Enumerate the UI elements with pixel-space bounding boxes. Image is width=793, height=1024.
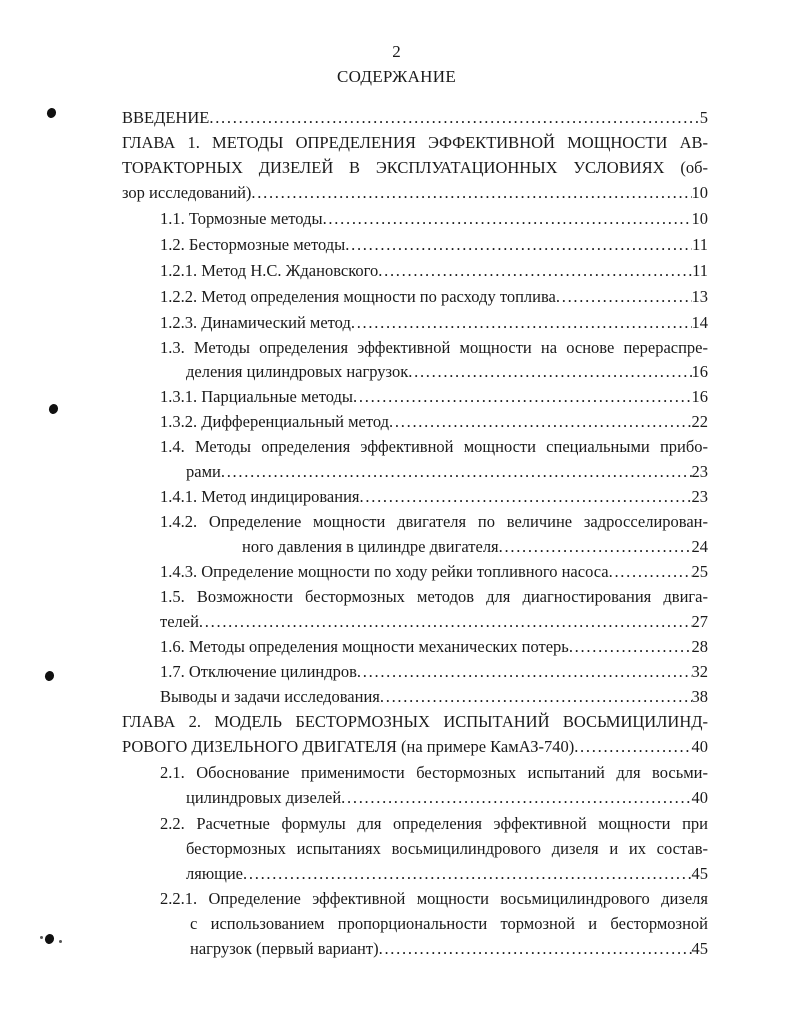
toc-entry-page: 38 — [691, 687, 708, 706]
toc-entry-text: 1.7. Отключение цилиндров — [160, 662, 357, 681]
toc-entry-page: 45 — [691, 864, 708, 883]
toc-entry — [186, 787, 708, 809]
toc-entry — [122, 736, 708, 758]
toc-entry-page: 10 — [691, 209, 708, 228]
toc-entry — [160, 762, 708, 784]
toc-entry — [160, 234, 708, 256]
toc-entry-page: 5 — [699, 108, 708, 127]
dot-leader — [199, 611, 692, 633]
toc-entry-page: 14 — [691, 313, 708, 332]
toc-entry-text: цилиндровых дизелей — [186, 788, 342, 807]
dot-leader — [251, 182, 691, 204]
toc-entry-text: Выводы и задачи исследования — [160, 687, 380, 706]
dot-leader — [556, 286, 692, 308]
toc-entry — [160, 813, 708, 835]
dot-leader — [574, 736, 691, 758]
toc-entry — [190, 913, 708, 935]
toc-entry-page: 10 — [691, 183, 708, 202]
toc-entry — [160, 561, 708, 583]
toc-entry-page: 45 — [691, 939, 708, 958]
punch-hole-mark — [48, 403, 60, 415]
toc-entry-text: 1.6. Методы определения мощности механических потерь — [160, 637, 569, 656]
toc-entry-text: с использованием пропорциональности тормозной и бестормозной — [190, 914, 708, 933]
toc-entry-text: 1.2.2. Метод определения мощности по расходу топлива — [160, 287, 556, 306]
toc-entry — [122, 107, 708, 129]
toc-entry-page: 28 — [691, 637, 708, 656]
toc-entry-page: 25 — [691, 562, 708, 581]
toc-entry — [122, 132, 708, 154]
dot-leader — [360, 486, 692, 508]
toc-entry — [160, 286, 708, 308]
toc-entry-text: деления цилиндровых нагрузок — [186, 362, 409, 381]
page-number: 2 — [392, 42, 401, 61]
toc-entry — [122, 711, 708, 733]
toc-entry-text: 1.5. Возможности бестормозных методов для диагностирования двига- — [160, 587, 708, 606]
toc-entry-text: рами — [186, 462, 221, 481]
dot-leader — [243, 863, 691, 885]
dot-leader — [378, 260, 692, 282]
toc-entry — [160, 411, 708, 433]
scan-speck — [59, 940, 62, 943]
dot-leader — [351, 312, 692, 334]
toc-entry-page: 11 — [692, 235, 708, 254]
dot-leader — [221, 461, 692, 483]
toc-entry-text: ГЛАВА 2. МОДЕЛЬ БЕСТОРМОЗНЫХ ИСПЫТАНИЙ ВОСЬМИЦИЛИНД- — [122, 712, 708, 731]
toc-entry-page: 22 — [691, 412, 708, 431]
toc-entry-page: 32 — [691, 662, 708, 681]
toc-entry-text: 1.4.2. Определение мощности двигателя по величине задросселирован- — [160, 512, 708, 531]
toc-entry — [160, 436, 708, 458]
toc-entry-page: 16 — [691, 362, 708, 381]
toc-entry-page: 23 — [691, 462, 708, 481]
toc-entry-text: 1.3.1. Парциальные методы — [160, 387, 354, 406]
toc-entry — [160, 661, 708, 683]
toc-entry — [160, 888, 708, 910]
dot-leader — [569, 636, 692, 658]
toc-entry-text: бестормозных испытаниях восьмицилиндрового дизеля и их состав- — [186, 839, 708, 858]
punch-hole-mark — [44, 670, 56, 682]
toc-entry-page: 40 — [691, 788, 708, 807]
toc-entry — [122, 182, 708, 204]
toc-entry — [160, 312, 708, 334]
dot-leader — [209, 107, 699, 129]
dot-leader — [380, 686, 692, 708]
toc-entry — [186, 863, 708, 885]
toc-entry — [186, 361, 708, 383]
toc-entry — [190, 938, 708, 960]
punch-hole-mark — [46, 107, 58, 119]
toc-entry-text: 1.2. Бестормозные методы — [160, 235, 346, 254]
toc-entry-text: зор исследований) — [122, 183, 252, 202]
toc-entry — [160, 337, 708, 359]
toc-entry-text: телей — [160, 612, 199, 631]
toc-entry-text: ГЛАВА 1. МЕТОДЫ ОПРЕДЕЛЕНИЯ ЭФФЕКТИВНОЙ МОЩНОСТИ АВ- — [122, 133, 708, 152]
toc-entry — [160, 636, 708, 658]
toc-entry-page: 11 — [692, 261, 708, 280]
toc-entry-page: 24 — [691, 537, 708, 556]
page-title: СОДЕРЖАНИЕ — [336, 67, 457, 86]
dot-leader — [357, 661, 692, 683]
toc-entry-page: 23 — [691, 487, 708, 506]
toc-entry-text: ТОРАКТОРНЫХ ДИЗЕЛЕЙ В ЭКСПЛУАТАЦИОННЫХ УСЛОВИЯХ (об- — [122, 158, 708, 177]
toc-entry — [160, 486, 708, 508]
toc-entry-text: 1.2.1. Метод Н.С. Ждановского — [160, 261, 379, 280]
punch-hole-mark — [44, 933, 56, 945]
toc-entry-text: нагрузок (первый вариант) — [190, 939, 379, 958]
toc-entry — [242, 536, 708, 558]
toc-entry-text: ного давления в цилиндре двигателя — [242, 537, 499, 556]
toc-entry-text: 1.3. Методы определения эффективной мощности на основе перераспре- — [160, 338, 708, 357]
toc-entry-text: 2.2.1. Определение эффективной мощности восьмицилиндрового дизеля — [160, 889, 708, 908]
dot-leader — [408, 361, 691, 383]
toc-entry-text: 2.1. Обоснование применимости бестормозных испытаний для восьми- — [160, 763, 708, 782]
toc-entry-page: 40 — [691, 737, 708, 756]
toc-entry — [160, 686, 708, 708]
dot-leader — [389, 411, 691, 433]
toc-entry-text: 1.2.3. Динамический метод — [160, 313, 351, 332]
toc-entry — [160, 511, 708, 533]
dot-leader — [341, 787, 691, 809]
toc-entry-text: 1.4.1. Метод индицирования — [160, 487, 360, 506]
toc-entry — [160, 386, 708, 408]
scan-speck — [40, 936, 43, 939]
dot-leader — [323, 208, 692, 230]
dot-leader — [379, 938, 692, 960]
toc-entry — [160, 260, 708, 282]
toc-entry-page: 16 — [691, 387, 708, 406]
toc-entry — [186, 838, 708, 860]
dot-leader — [345, 234, 692, 256]
toc-entry-text: ВВЕДЕНИЕ — [122, 108, 210, 127]
dot-leader — [499, 536, 692, 558]
toc-entry-text: 2.2. Расчетные формулы для определения эффективной мощности при — [160, 814, 708, 833]
toc-entry — [160, 208, 708, 230]
toc-entry-text: 1.3.2. Дифференциальный метод — [160, 412, 390, 431]
toc-entry — [160, 611, 708, 633]
toc-entry-text: 1.1. Тормозные методы — [160, 209, 323, 228]
toc-entry-text: 1.4.3. Определение мощности по ходу рейки топливного насоса — [160, 562, 609, 581]
toc-entry-page: 27 — [691, 612, 708, 631]
toc-entry-page: 13 — [691, 287, 708, 306]
toc-entry-text: 1.4. Методы определения эффективной мощности специальными прибо- — [160, 437, 708, 456]
toc-entry-text: РОВОГО ДИЗЕЛЬНОГО ДВИГАТЕЛЯ (на примере КамАЗ-740) — [122, 737, 575, 756]
dot-leader — [353, 386, 691, 408]
toc-entry-text: ляющие — [186, 864, 244, 883]
dot-leader — [609, 561, 692, 583]
toc-entry — [186, 461, 708, 483]
toc-entry — [122, 157, 708, 179]
toc-entry — [160, 586, 708, 608]
